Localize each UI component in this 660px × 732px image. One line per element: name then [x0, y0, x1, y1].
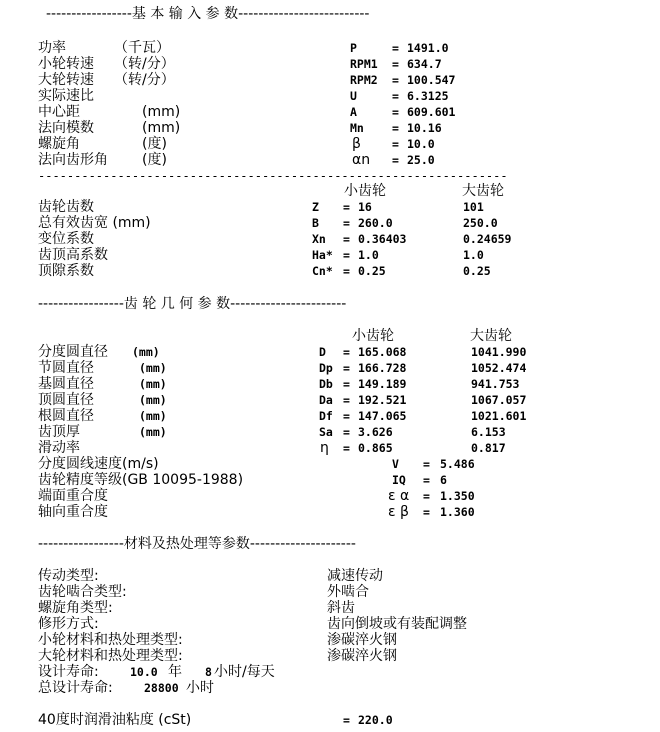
basic-symbol: αn: [352, 152, 371, 168]
basic-symbol: Mn: [350, 121, 364, 135]
gear-param-small: 0.36403: [358, 232, 407, 246]
gear-param-label: 齿顶高系数: [38, 247, 108, 263]
basic-label: 螺旋角: [38, 136, 80, 152]
geometry-unit: (mm): [139, 377, 167, 391]
gear-param-symbol: B: [312, 216, 319, 230]
geometry-single-value: 1.360: [440, 505, 475, 519]
geometry-single-symbol: V: [392, 457, 399, 471]
geometry-small: 0.865: [358, 441, 393, 455]
gear-param-symbol: Xn: [312, 232, 326, 246]
col-header-small-gear: 小齿轮: [344, 183, 386, 199]
gear-param-symbol: Cn*: [312, 264, 333, 278]
geometry-single-value: 5.486: [440, 457, 475, 471]
material-label: 大轮材料和热处理类型:: [38, 648, 183, 664]
basic-value: 10.0: [407, 137, 435, 151]
total-life-hours: 28800: [144, 681, 179, 695]
oil-viscosity-label: 40度时润滑油粘度 (cSt): [38, 712, 192, 728]
geometry-single-equals: =: [423, 505, 430, 519]
basic-value: 1491.0: [407, 41, 449, 55]
geometry-single-equals: =: [423, 457, 430, 471]
basic-symbol: P: [350, 41, 357, 55]
geometry-large: 1067.057: [471, 393, 527, 407]
geometry-large: 1052.474: [471, 361, 527, 375]
design-life-years: 10.0: [130, 665, 158, 679]
oil-viscosity-equals: =: [343, 713, 350, 727]
basic-equals: =: [392, 105, 399, 119]
gear-param-large: 0.24659: [463, 232, 512, 246]
gear-param-small: 0.25: [358, 264, 386, 278]
geometry-label: 分度圆直径: [38, 344, 108, 360]
basic-value: 100.547: [407, 73, 456, 87]
geometry-single-symbol: ε α: [388, 488, 410, 504]
material-section-header: -----------------材料及热处理等参数---------------------: [38, 536, 356, 552]
basic-unit: (mm): [142, 104, 181, 120]
basic-unit: (度): [142, 136, 167, 152]
design-life-hours-unit: 小时/每天: [214, 664, 275, 680]
basic-symbol: A: [350, 105, 357, 119]
gear-param-equals: =: [343, 216, 350, 230]
gear-param-label: 齿轮齿数: [38, 199, 94, 215]
geometry-equals: =: [343, 377, 350, 391]
oil-viscosity-value: 220.0: [358, 713, 393, 727]
basic-unit: （千瓦）: [114, 40, 170, 56]
col-header-large-gear: 大齿轮: [462, 183, 504, 199]
basic-value: 634.7: [407, 57, 442, 71]
geometry-unit: (mm): [139, 393, 167, 407]
col-header-large-gear: 大齿轮: [470, 328, 512, 344]
material-label: 传动类型:: [38, 568, 99, 584]
basic-unit: （转/分）: [114, 56, 175, 72]
geometry-unit: (mm): [139, 409, 167, 423]
gear-param-large: 101: [463, 200, 484, 214]
basic-label: 大轮转速: [38, 72, 94, 88]
basic-value: 609.601: [407, 105, 456, 119]
basic-section-header: -----------------基 本 输 入 参 数--------------------------: [46, 6, 370, 22]
geometry-section-header: -----------------齿 轮 几 何 参 数-----------------------: [38, 296, 347, 312]
geometry-label: 齿顶厚: [38, 424, 80, 440]
geometry-small: 165.068: [358, 345, 407, 359]
geometry-small: 192.521: [358, 393, 407, 407]
basic-equals: =: [392, 41, 399, 55]
geometry-unit: (mm): [139, 425, 167, 439]
geometry-small: 147.065: [358, 409, 407, 423]
basic-equals: =: [392, 57, 399, 71]
geometry-symbol: Df: [319, 409, 333, 423]
geometry-single-label: 分度圆线速度(m/s): [38, 456, 159, 472]
material-label: 螺旋角类型:: [38, 600, 113, 616]
design-life-hours: 8: [205, 665, 212, 679]
geometry-label: 顶圆直径: [38, 392, 94, 408]
geometry-label: 根圆直径: [38, 408, 94, 424]
geometry-single-equals: =: [423, 489, 430, 503]
basic-value: 6.3125: [407, 89, 449, 103]
geometry-label: 滑动率: [38, 440, 80, 456]
geometry-equals: =: [343, 393, 350, 407]
gear-param-large: 1.0: [463, 248, 484, 262]
geometry-single-label: 轴向重合度: [38, 504, 108, 520]
geometry-single-symbol: ε β: [388, 504, 409, 520]
basic-label: 法向齿形角: [38, 152, 108, 168]
gear-param-symbol: Z: [312, 200, 319, 214]
basic-equals: =: [392, 73, 399, 87]
geometry-large: 6.153: [471, 425, 506, 439]
material-label: 齿轮啮合类型:: [38, 584, 127, 600]
geometry-large: 941.753: [471, 377, 520, 391]
material-value: 齿向倒坡或有装配调整: [327, 616, 467, 632]
geometry-small: 3.626: [358, 425, 393, 439]
geometry-equals: =: [343, 361, 350, 375]
gear-param-equals: =: [343, 248, 350, 262]
gear-param-large: 250.0: [463, 216, 498, 230]
gear-param-equals: =: [343, 264, 350, 278]
material-value: 渗碳淬火钢: [327, 648, 397, 664]
basic-label: 法向模数: [38, 120, 94, 136]
basic-equals: =: [392, 153, 399, 167]
geometry-equals: =: [343, 409, 350, 423]
material-value: 斜齿: [327, 600, 355, 616]
gear-param-symbol: Ha*: [312, 248, 333, 262]
col-header-small-gear: 小齿轮: [352, 328, 394, 344]
geometry-equals: =: [343, 441, 350, 455]
material-value: 减速传动: [327, 568, 383, 584]
geometry-equals: =: [343, 345, 350, 359]
basic-unit: （转/分）: [114, 72, 175, 88]
geometry-label: 节圆直径: [38, 360, 94, 376]
material-label: 修形方式:: [38, 616, 99, 632]
basic-unit: (度): [142, 152, 167, 168]
geometry-single-equals: =: [423, 473, 430, 487]
basic-label: 功率: [38, 40, 66, 56]
gear-param-label: 变位系数: [38, 231, 94, 247]
basic-label: 实际速比: [38, 88, 94, 104]
geometry-large: 1041.990: [471, 345, 527, 359]
gear-param-small: 16: [358, 200, 372, 214]
total-life-unit: 小时: [186, 680, 214, 696]
material-value: 渗碳淬火钢: [327, 632, 397, 648]
basic-symbol: RPM2: [350, 73, 378, 87]
design-life-years-unit: 年: [168, 664, 182, 680]
basic-symbol: RPM1: [350, 57, 378, 71]
geometry-symbol: Dp: [319, 361, 333, 375]
geometry-equals: =: [343, 425, 350, 439]
material-value: 外啮合: [327, 584, 369, 600]
gear-param-equals: =: [343, 200, 350, 214]
gear-param-large: 0.25: [463, 264, 491, 278]
geometry-symbol: Sa: [319, 425, 333, 439]
geometry-single-value: 6: [440, 473, 447, 487]
material-label: 小轮材料和热处理类型:: [38, 632, 183, 648]
gear-param-equals: =: [343, 232, 350, 246]
basic-equals: =: [392, 121, 399, 135]
design-life-label: 设计寿命:: [38, 664, 99, 680]
basic-symbol: β: [352, 136, 361, 152]
basic-equals: =: [392, 89, 399, 103]
basic-value: 25.0: [407, 153, 435, 167]
geometry-single-value: 1.350: [440, 489, 475, 503]
geometry-label: 基圆直径: [38, 376, 94, 392]
geometry-symbol: η: [320, 440, 329, 456]
geometry-symbol: D: [319, 345, 326, 359]
geometry-single-symbol: IQ: [392, 473, 406, 487]
basic-symbol: U: [350, 89, 357, 103]
geometry-unit: (mm): [132, 345, 160, 359]
basic-label: 小轮转速: [38, 56, 94, 72]
gear-param-label: 顶隙系数: [38, 263, 94, 279]
geometry-large: 0.817: [471, 441, 506, 455]
basic-value: 10.16: [407, 121, 442, 135]
geometry-small: 166.728: [358, 361, 407, 375]
total-life-label: 总设计寿命:: [38, 680, 113, 696]
basic-equals: =: [392, 137, 399, 151]
basic-label: 中心距: [38, 104, 80, 120]
gear-param-small: 1.0: [358, 248, 379, 262]
gear-param-label: 总有效齿宽 (mm): [38, 215, 151, 231]
section-divider: -----------------------------------------------------------------: [38, 169, 508, 183]
geometry-large: 1021.601: [471, 409, 527, 423]
geometry-symbol: Db: [319, 377, 333, 391]
geometry-single-label: 齿轮精度等级(GB 10095-1988): [38, 472, 244, 488]
geometry-symbol: Da: [319, 393, 333, 407]
geometry-small: 149.189: [358, 377, 407, 391]
basic-unit: (mm): [142, 120, 181, 136]
geometry-unit: (mm): [139, 361, 167, 375]
gear-param-small: 260.0: [358, 216, 393, 230]
geometry-single-label: 端面重合度: [38, 488, 108, 504]
